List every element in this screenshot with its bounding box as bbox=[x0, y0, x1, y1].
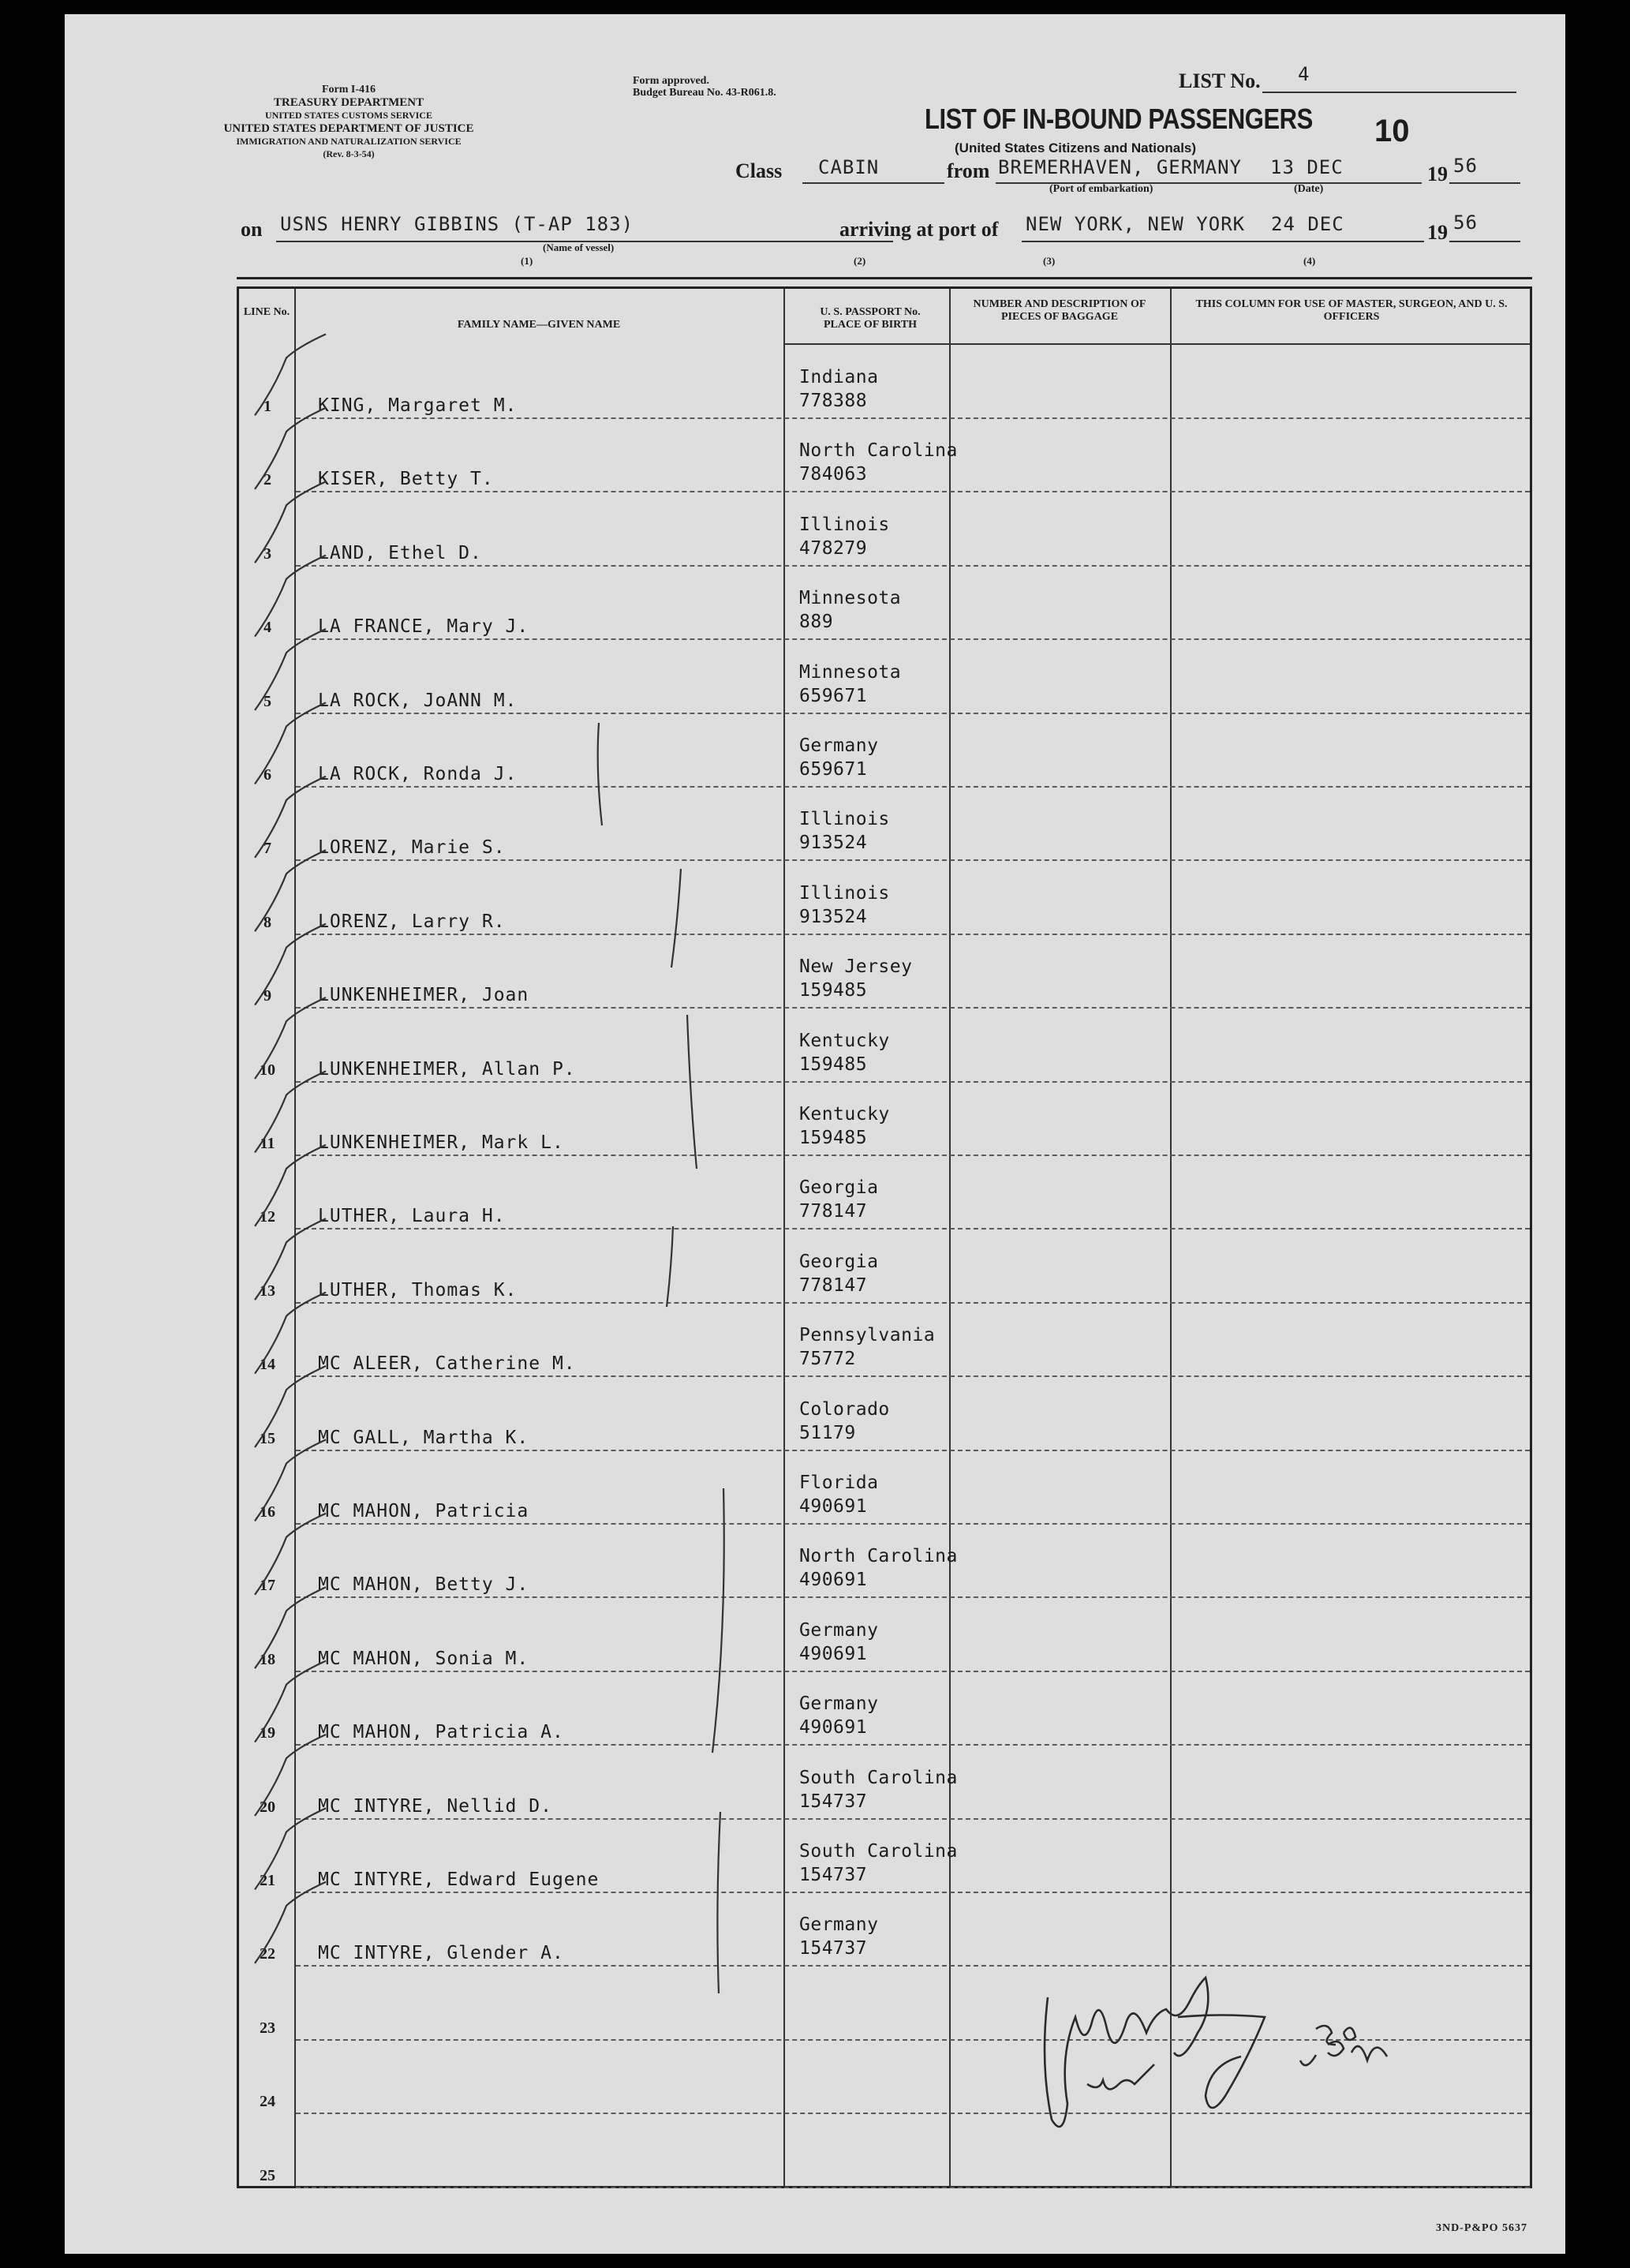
passport-number: 889 bbox=[799, 612, 834, 633]
check-mark bbox=[255, 1882, 326, 1963]
page-number: 10 bbox=[1374, 114, 1410, 148]
place-of-birth: Georgia bbox=[799, 1177, 879, 1199]
row-line-number: 14 bbox=[260, 1356, 275, 1374]
date-caption: (Date) bbox=[1294, 183, 1324, 195]
arrival-port: NEW YORK, NEW YORK bbox=[1026, 213, 1246, 235]
check-mark bbox=[255, 1514, 326, 1595]
check-mark bbox=[255, 1366, 326, 1447]
check-mark bbox=[255, 1218, 326, 1300]
check-mark bbox=[255, 1587, 326, 1668]
passport-number: 159485 bbox=[799, 980, 868, 1001]
port-caption: (Port of embarkation) bbox=[1049, 183, 1153, 195]
revision-label: (Rev. 8-3-54) bbox=[323, 148, 375, 159]
check-mark bbox=[255, 1808, 326, 1889]
row-line-number: 25 bbox=[260, 2166, 275, 2184]
passport-number: 913524 bbox=[799, 833, 868, 854]
ins-label: IMMIGRATION AND NATURALIZATION SERVICE bbox=[236, 136, 462, 147]
passport-number: 784063 bbox=[799, 464, 868, 485]
passenger-name: MC INTYRE, Edward Eugene bbox=[318, 1869, 600, 1890]
check-mark bbox=[255, 1439, 326, 1521]
arrival-underline bbox=[1022, 241, 1424, 242]
check-mark bbox=[255, 1145, 326, 1226]
passenger-name: MC INTYRE, Nellid D. bbox=[318, 1795, 552, 1817]
place-of-birth: Florida bbox=[799, 1473, 879, 1493]
passport-number: 490691 bbox=[799, 1496, 868, 1517]
check-mark bbox=[255, 1071, 326, 1152]
row-line-number: 3 bbox=[264, 545, 271, 563]
arrival-year-underline bbox=[1449, 241, 1520, 242]
passenger-name: MC GALL, Martha K. bbox=[318, 1427, 529, 1448]
place-of-birth: Georgia bbox=[799, 1251, 879, 1272]
agency-block bbox=[230, 84, 467, 122]
passenger-name: MC MAHON, Betty J. bbox=[318, 1574, 529, 1596]
row-line-number: 8 bbox=[264, 913, 271, 931]
place-of-birth: New Jersey bbox=[799, 956, 913, 978]
passport-number: 659671 bbox=[799, 759, 868, 780]
check-mark bbox=[255, 408, 326, 489]
place-of-birth: North Carolina bbox=[799, 440, 958, 462]
place-of-birth: Germany bbox=[799, 1914, 879, 1936]
place-of-birth: Kentucky bbox=[799, 1030, 890, 1051]
place-of-birth: Minnesota bbox=[799, 588, 902, 609]
check-mark bbox=[255, 556, 326, 637]
signature-scribble bbox=[1045, 1978, 1387, 2127]
row-line-number: 2 bbox=[264, 471, 271, 489]
passport-number: 75772 bbox=[799, 1349, 856, 1370]
passport-number: 659671 bbox=[799, 685, 868, 706]
header-passport: U. S. PASSPORT No. PLACE OF BIRTH bbox=[820, 306, 921, 331]
header-line-no: LINE No. bbox=[243, 306, 290, 318]
row-line-number: 12 bbox=[260, 1208, 275, 1226]
place-of-birth: South Carolina bbox=[799, 1841, 958, 1862]
from-date-value: 13 DEC bbox=[1270, 156, 1344, 178]
passport-number: 154737 bbox=[799, 1791, 868, 1812]
row-line-number: 16 bbox=[260, 1503, 275, 1521]
class-underline bbox=[802, 182, 944, 184]
row-line-number: 11 bbox=[260, 1135, 275, 1152]
col3-caption: (3) bbox=[1043, 255, 1056, 267]
col2-caption: (2) bbox=[854, 255, 866, 267]
passport-number: 51179 bbox=[799, 1422, 856, 1443]
printer-code: 3ND-P&PO 5637 bbox=[1435, 2222, 1527, 2234]
place-of-birth: Colorado bbox=[799, 1398, 890, 1420]
justice-block bbox=[219, 122, 479, 160]
from-label: from bbox=[947, 159, 990, 182]
row-line-number: 6 bbox=[264, 766, 271, 784]
list-no-label: LIST No. bbox=[1179, 69, 1261, 92]
place-of-birth: Illinois bbox=[799, 809, 890, 830]
header-family-name: FAMILY NAME—GIVEN NAME bbox=[457, 319, 621, 331]
passport-number: 778147 bbox=[799, 1274, 868, 1296]
place-of-birth: Indiana bbox=[799, 367, 879, 387]
check-mark bbox=[255, 1735, 326, 1816]
passport-number: 490691 bbox=[799, 1570, 868, 1591]
passenger-name: MC MAHON, Patricia bbox=[318, 1501, 529, 1521]
from-port-value: BREMERHAVEN, GERMANY bbox=[998, 156, 1242, 178]
place-of-birth: Kentucky bbox=[799, 1104, 890, 1125]
approval-block bbox=[633, 75, 776, 99]
passport-number: 159485 bbox=[799, 1054, 868, 1075]
passenger-name: MC MAHON, Sonia M. bbox=[318, 1648, 529, 1669]
passport-number: 913524 bbox=[799, 906, 868, 927]
form-approved: Form approved. bbox=[633, 75, 709, 87]
row-line-number: 17 bbox=[260, 1577, 275, 1595]
place-of-birth: Minnesota bbox=[799, 661, 902, 683]
row-line-number: 7 bbox=[264, 840, 271, 858]
header-rule bbox=[237, 277, 1532, 279]
passenger-name: LAND, Ethel D. bbox=[318, 542, 482, 563]
row-line-number: 4 bbox=[264, 619, 271, 637]
header-officers: THIS COLUMN FOR USE OF MASTER, SURGEON, AND U. S. OFFICERS bbox=[1195, 298, 1508, 323]
row-line-number: 10 bbox=[260, 1061, 275, 1079]
check-mark bbox=[255, 481, 326, 563]
passport-number: 778147 bbox=[799, 1201, 868, 1222]
header-baggage: NUMBER AND DESCRIPTION OF PIECES OF BAGGAGE bbox=[973, 298, 1146, 323]
vessel-name: USNS HENRY GIBBINS (T-AP 183) bbox=[280, 213, 634, 235]
passenger-name: MC ALEER, Catherine M. bbox=[318, 1353, 576, 1375]
passenger-name: LA FRANCE, Mary J. bbox=[318, 616, 529, 638]
passport-number: 778388 bbox=[799, 391, 868, 411]
row-line-number: 5 bbox=[264, 692, 271, 710]
passenger-name: KISER, Betty T. bbox=[318, 469, 494, 490]
arriving-label: arriving at port of bbox=[839, 218, 999, 241]
check-mark bbox=[255, 702, 326, 784]
customs-label: UNITED STATES CUSTOMS SERVICE bbox=[265, 110, 432, 121]
arrival-date: 24 DEC bbox=[1271, 213, 1344, 235]
class-value: CABIN bbox=[818, 156, 880, 178]
bracket-line-16-19 bbox=[712, 1488, 724, 1753]
row-line-number: 22 bbox=[260, 1945, 275, 1963]
place-of-birth: Germany bbox=[799, 1694, 879, 1715]
passenger-name: LUNKENHEIMER, Allan P. bbox=[318, 1058, 576, 1080]
place-of-birth: South Carolina bbox=[799, 1767, 958, 1788]
passenger-name: LUTHER, Laura H. bbox=[318, 1206, 506, 1227]
check-mark bbox=[255, 924, 326, 1005]
passenger-manifest-page bbox=[65, 14, 1565, 2254]
place-of-birth: Illinois bbox=[799, 514, 890, 535]
form-number: Form I-416 bbox=[321, 84, 376, 95]
passenger-name: MC INTYRE, Glender A. bbox=[318, 1943, 564, 1964]
passport-number: 478279 bbox=[799, 537, 868, 559]
row-line-number: 15 bbox=[260, 1429, 275, 1447]
check-mark bbox=[255, 777, 326, 858]
check-mark bbox=[255, 997, 326, 1079]
arrival-year: 56 bbox=[1453, 211, 1478, 234]
place-of-birth: Germany bbox=[799, 1619, 879, 1641]
passenger-name: LUNKENHEIMER, Joan bbox=[318, 985, 529, 1006]
class-label: Class bbox=[735, 159, 783, 182]
on-label: on bbox=[241, 218, 263, 241]
year-underline bbox=[1449, 182, 1520, 184]
row-line-number: 13 bbox=[260, 1282, 275, 1300]
col4-caption: (4) bbox=[1303, 255, 1316, 267]
row-line-number: 19 bbox=[260, 1724, 275, 1742]
list-no-value: 4 bbox=[1298, 63, 1310, 85]
budget-bureau: Budget Bureau No. 43-R061.8. bbox=[633, 87, 776, 99]
row-line-number: 20 bbox=[260, 1798, 275, 1816]
document-title: LIST OF IN-BOUND PASSENGERS bbox=[925, 103, 1313, 135]
passport-number: 154737 bbox=[799, 1865, 868, 1885]
passenger-name: LUTHER, Thomas K. bbox=[318, 1279, 518, 1301]
treasury-label: TREASURY DEPARTMENT bbox=[273, 96, 424, 109]
passenger-name: LA ROCK, Ronda J. bbox=[318, 764, 518, 784]
check-mark bbox=[255, 334, 326, 415]
passport-number: 490691 bbox=[799, 1717, 868, 1738]
list-no-underline bbox=[1262, 92, 1516, 93]
vessel-caption: (Name of vessel) bbox=[543, 241, 615, 253]
document-subtitle: (United States Citizens and Nationals) bbox=[955, 140, 1197, 155]
passenger-name: MC MAHON, Patricia A. bbox=[318, 1722, 564, 1743]
col1-caption: (1) bbox=[521, 255, 533, 267]
place-of-birth: North Carolina bbox=[799, 1546, 958, 1567]
check-mark bbox=[255, 1661, 326, 1742]
arrival-year-prefix: 19 bbox=[1427, 221, 1448, 244]
passenger-name: KING, Margaret M. bbox=[318, 395, 518, 416]
passport-number: 490691 bbox=[799, 1643, 868, 1664]
bracket-line-20-22 bbox=[717, 1812, 720, 1993]
justice-label: UNITED STATES DEPARTMENT OF JUSTICE bbox=[223, 122, 474, 135]
row-line-number: 24 bbox=[260, 2093, 275, 2111]
check-mark bbox=[255, 629, 326, 710]
row-line-number: 9 bbox=[264, 987, 271, 1005]
check-mark bbox=[255, 850, 326, 931]
bracket-line-7-8 bbox=[671, 869, 681, 967]
row-line-number: 18 bbox=[260, 1650, 275, 1668]
passport-number: 159485 bbox=[799, 1128, 868, 1148]
check-mark bbox=[255, 1293, 326, 1374]
passenger-name: LA ROCK, JoANN M. bbox=[318, 690, 518, 711]
bracket-line-5-6 bbox=[598, 723, 602, 825]
from-year-prefix: 19 bbox=[1427, 163, 1448, 185]
place-of-birth: Illinois bbox=[799, 882, 890, 904]
row-line-number: 23 bbox=[260, 2019, 275, 2037]
passenger-table bbox=[237, 286, 1532, 2188]
place-of-birth: Germany bbox=[799, 735, 879, 756]
passenger-name: LUNKENHEIMER, Mark L. bbox=[318, 1132, 564, 1153]
passenger-name: LORENZ, Marie S. bbox=[318, 837, 506, 859]
from-year-value: 56 bbox=[1453, 155, 1478, 177]
row-line-number: 21 bbox=[260, 1872, 275, 1889]
place-of-birth: Pennsylvania bbox=[799, 1325, 936, 1346]
passport-number: 154737 bbox=[799, 1938, 868, 1959]
row-line-number: 1 bbox=[264, 398, 271, 415]
handwritten-marks bbox=[239, 289, 1535, 2191]
bracket-line-12-13 bbox=[667, 1226, 673, 1307]
passenger-name: LORENZ, Larry R. bbox=[318, 911, 506, 932]
bracket-line-9-11 bbox=[687, 1015, 697, 1169]
